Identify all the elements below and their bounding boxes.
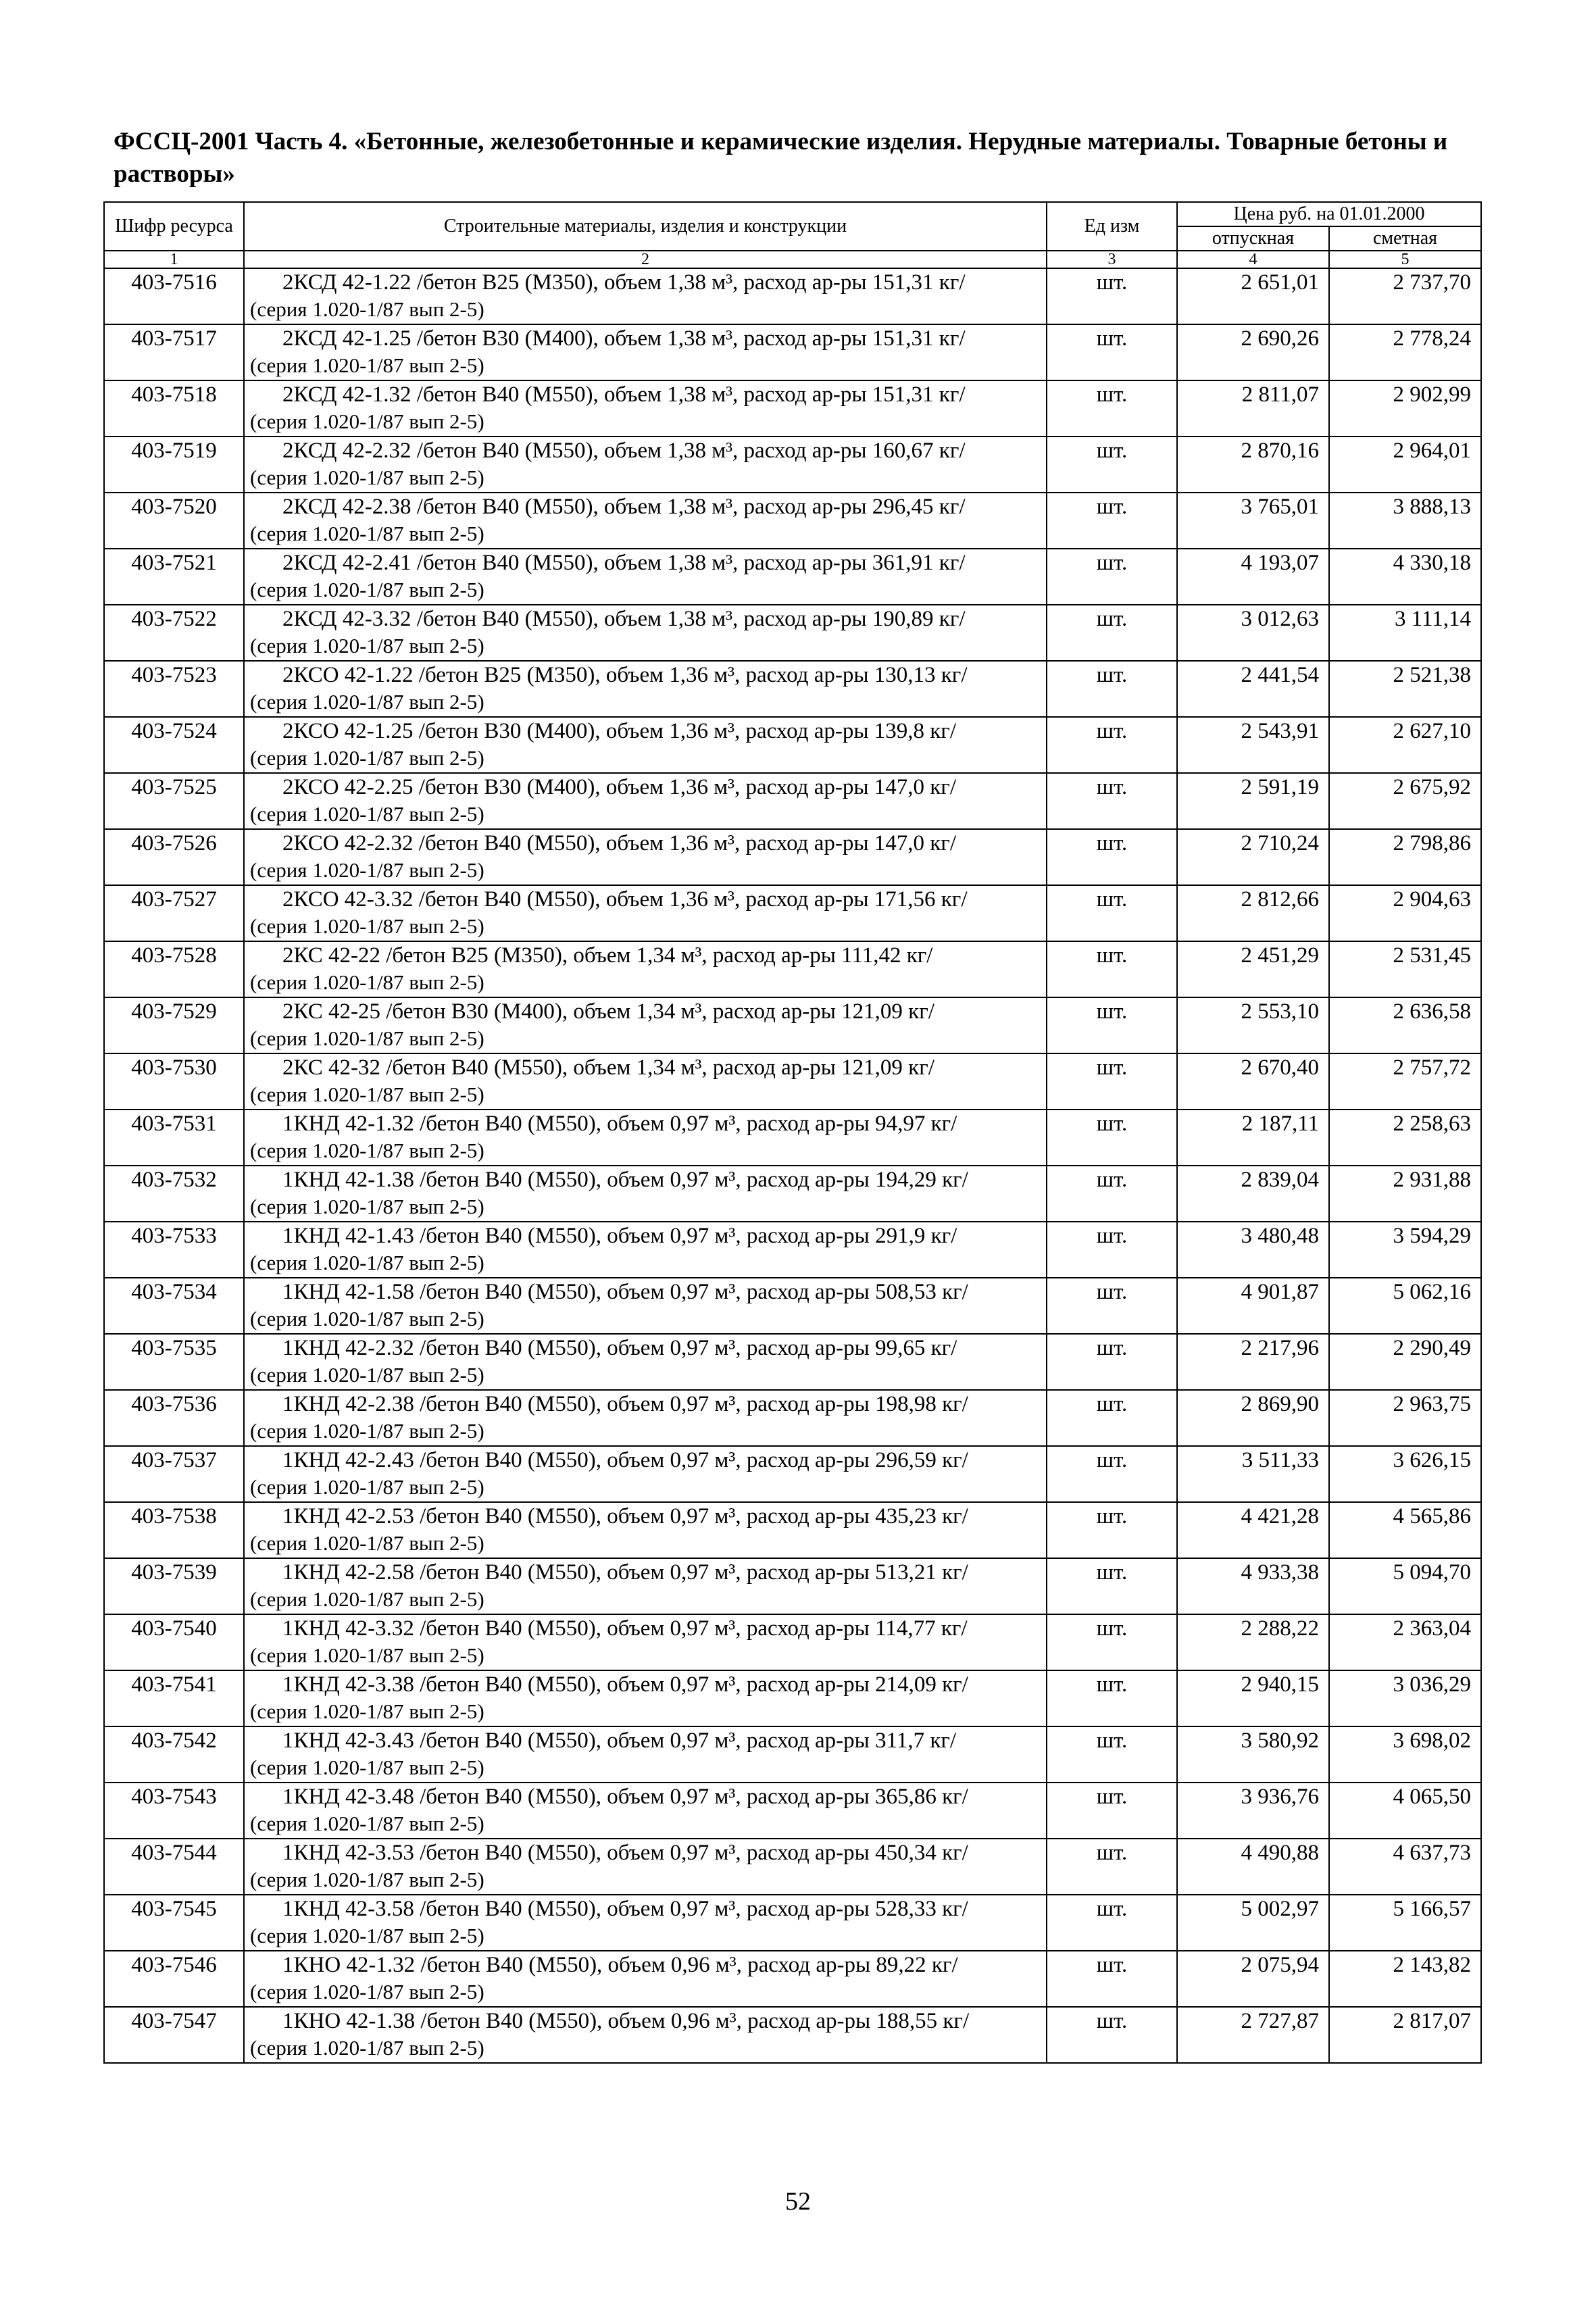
unit-of-measure: шт. — [1047, 1726, 1177, 1783]
description-line-1: 1КНД 42-2.43 /бетон В40 (М550), объем 0,97 м³, расход ар-ры 296,59 кг/ — [282, 1448, 968, 1472]
release-price: 2 710,24 — [1177, 829, 1329, 885]
unit-of-measure: шт. — [1047, 829, 1177, 885]
description-line-1: 1КНД 42-3.32 /бетон В40 (М550), объем 0,97 м³, расход ар-ры 114,77 кг/ — [282, 1616, 968, 1641]
release-price: 2 869,90 — [1177, 1390, 1329, 1446]
resource-description — [244, 549, 1047, 605]
release-price: 2 553,10 — [1177, 997, 1329, 1053]
table-row — [104, 1670, 1481, 1726]
table-row — [104, 1390, 1481, 1446]
col-number-4: 4 — [1177, 251, 1329, 268]
release-price: 2 651,01 — [1177, 268, 1329, 324]
estimate-price: 2 963,75 — [1329, 1390, 1481, 1446]
resource-code: 403-7527 — [104, 885, 244, 941]
description-line-2: (серия 1.020-1/87 вып 2-5) — [250, 1699, 484, 1723]
release-price: 3 012,63 — [1177, 605, 1329, 661]
resource-code: 403-7519 — [104, 437, 244, 493]
estimate-price: 3 111,14 — [1329, 605, 1481, 661]
resource-description — [244, 717, 1047, 773]
table-row — [104, 1783, 1481, 1839]
estimate-price: 3 888,13 — [1329, 493, 1481, 549]
resource-code: 403-7542 — [104, 1726, 244, 1783]
description-line-1: 1КНД 42-3.53 /бетон В40 (М550), объем 0,97 м³, расход ар-ры 450,34 кг/ — [282, 1841, 968, 1865]
description-line-1: 1КНО 42-1.32 /бетон В40 (М550), объем 0,96 м³, расход ар-ры 89,22 кг/ — [282, 1953, 958, 1977]
description-line-2: (серия 1.020-1/87 вып 2-5) — [250, 746, 484, 770]
unit-of-measure: шт. — [1047, 493, 1177, 549]
estimate-price: 2 290,49 — [1329, 1334, 1481, 1390]
description-line-2: (серия 1.020-1/87 вып 2-5) — [250, 1812, 484, 1835]
description-line-1: 2КСД 42-3.32 /бетон В40 (М550), объем 1,38 м³, расход ар-ры 190,89 кг/ — [282, 607, 966, 631]
description-line-2: (серия 1.020-1/87 вып 2-5) — [250, 1082, 484, 1106]
release-price: 2 812,66 — [1177, 885, 1329, 941]
release-price: 3 936,76 — [1177, 1783, 1329, 1839]
description-line-1: 1КНД 42-2.58 /бетон В40 (М550), объем 0,97 м³, расход ар-ры 513,21 кг/ — [282, 1560, 968, 1585]
description-line-2: (серия 1.020-1/87 вып 2-5) — [250, 1307, 484, 1330]
table-row — [104, 549, 1481, 605]
release-price: 2 451,29 — [1177, 941, 1329, 997]
resource-description — [244, 380, 1047, 437]
release-price: 2 075,94 — [1177, 1951, 1329, 2007]
col-number-3: 3 — [1047, 251, 1177, 268]
description-line-2: (серия 1.020-1/87 вып 2-5) — [250, 522, 484, 545]
estimate-price: 4 637,73 — [1329, 1839, 1481, 1895]
release-price: 2 217,96 — [1177, 1334, 1329, 1390]
estimate-price: 4 065,50 — [1329, 1783, 1481, 1839]
table-row — [104, 1278, 1481, 1334]
resource-description — [244, 885, 1047, 941]
description-line-2: (серия 1.020-1/87 вып 2-5) — [250, 1924, 484, 1947]
estimate-price: 4 565,86 — [1329, 1502, 1481, 1558]
description-line-1: 1КНД 42-3.43 /бетон В40 (М550), объем 0,97 м³, расход ар-ры 311,7 кг/ — [282, 1728, 957, 1753]
release-price: 2 591,19 — [1177, 773, 1329, 829]
unit-of-measure: шт. — [1047, 1446, 1177, 1502]
description-line-2: (серия 1.020-1/87 вып 2-5) — [250, 634, 484, 657]
estimate-price: 3 594,29 — [1329, 1222, 1481, 1278]
description-line-1: 2КСД 42-2.32 /бетон В40 (М550), объем 1,38 м³, расход ар-ры 160,67 кг/ — [282, 439, 966, 463]
resource-code: 403-7517 — [104, 324, 244, 380]
description-line-2: (серия 1.020-1/87 вып 2-5) — [250, 858, 484, 882]
description-line-2: (серия 1.020-1/87 вып 2-5) — [250, 1587, 484, 1611]
release-price: 3 765,01 — [1177, 493, 1329, 549]
estimate-price: 5 094,70 — [1329, 1558, 1481, 1614]
resource-code: 403-7540 — [104, 1614, 244, 1670]
unit-of-measure: шт. — [1047, 1110, 1177, 1166]
estimate-price: 2 964,01 — [1329, 437, 1481, 493]
unit-of-measure: шт. — [1047, 1222, 1177, 1278]
description-line-1: 2КСО 42-2.25 /бетон В30 (М400), объем 1,36 м³, расход ар-ры 147,0 кг/ — [282, 775, 956, 799]
resource-code: 403-7522 — [104, 605, 244, 661]
resource-code: 403-7534 — [104, 1278, 244, 1334]
resource-code: 403-7533 — [104, 1222, 244, 1278]
description-line-1: 1КНД 42-1.32 /бетон В40 (М550), объем 0,97 м³, расход ар-ры 94,97 кг/ — [282, 1112, 957, 1136]
table-row — [104, 1558, 1481, 1614]
resource-description — [244, 829, 1047, 885]
table-row — [104, 1951, 1481, 2007]
estimate-price: 5 166,57 — [1329, 1895, 1481, 1951]
col-header-description: Строительные материалы, изделия и конструкции — [244, 202, 1047, 251]
description-line-1: 1КНД 42-2.32 /бетон В40 (М550), объем 0,97 м³, расход ар-ры 99,65 кг/ — [282, 1336, 957, 1360]
description-line-2: (серия 1.020-1/87 вып 2-5) — [250, 1868, 484, 1891]
description-line-2: (серия 1.020-1/87 вып 2-5) — [250, 1643, 484, 1667]
estimate-price: 3 626,15 — [1329, 1446, 1481, 1502]
release-price: 4 421,28 — [1177, 1502, 1329, 1558]
resource-code: 403-7541 — [104, 1670, 244, 1726]
unit-of-measure: шт. — [1047, 997, 1177, 1053]
release-price: 2 441,54 — [1177, 661, 1329, 717]
estimate-price: 3 036,29 — [1329, 1670, 1481, 1726]
col-number-5: 5 — [1329, 251, 1481, 268]
table-row — [104, 885, 1481, 941]
unit-of-measure: шт. — [1047, 1166, 1177, 1222]
col-header-estimate-price: сметная — [1329, 226, 1481, 251]
resource-code: 403-7530 — [104, 1053, 244, 1110]
unit-of-measure: шт. — [1047, 605, 1177, 661]
release-price: 4 193,07 — [1177, 549, 1329, 605]
description-line-1: 1КНД 42-3.48 /бетон В40 (М550), объем 0,97 м³, расход ар-ры 365,86 кг/ — [282, 1785, 968, 1809]
col-header-release-price: отпускная — [1177, 226, 1329, 251]
release-price: 2 543,91 — [1177, 717, 1329, 773]
estimate-price: 2 757,72 — [1329, 1053, 1481, 1110]
resource-code: 403-7531 — [104, 1110, 244, 1166]
description-line-1: 2КСД 42-1.32 /бетон В40 (М550), объем 1,38 м³, расход ар-ры 151,31 кг/ — [282, 382, 966, 407]
description-line-2: (серия 1.020-1/87 вып 2-5) — [250, 409, 484, 433]
col-number-2: 2 — [244, 251, 1047, 268]
estimate-price: 2 521,38 — [1329, 661, 1481, 717]
resource-description — [244, 1614, 1047, 1670]
resource-code: 403-7536 — [104, 1390, 244, 1446]
unit-of-measure: шт. — [1047, 1783, 1177, 1839]
description-line-2: (серия 1.020-1/87 вып 2-5) — [250, 1475, 484, 1499]
table-row — [104, 1446, 1481, 1502]
table-row — [104, 324, 1481, 380]
description-line-2: (серия 1.020-1/87 вып 2-5) — [250, 1251, 484, 1274]
estimate-price: 5 062,16 — [1329, 1278, 1481, 1334]
table-row — [104, 493, 1481, 549]
table-row — [104, 380, 1481, 437]
description-line-1: 1КНД 42-2.38 /бетон В40 (М550), объем 0,97 м³, расход ар-ры 198,98 кг/ — [282, 1392, 968, 1416]
description-line-2: (серия 1.020-1/87 вып 2-5) — [250, 578, 484, 601]
resource-description — [244, 1222, 1047, 1278]
table-row — [104, 437, 1481, 493]
description-line-1: 2КСО 42-1.22 /бетон В25 (М350), объем 1,36 м³, расход ар-ры 130,13 кг/ — [282, 663, 968, 687]
release-price: 2 839,04 — [1177, 1166, 1329, 1222]
resource-code: 403-7528 — [104, 941, 244, 997]
description-line-2: (серия 1.020-1/87 вып 2-5) — [250, 1363, 484, 1387]
description-line-2: (серия 1.020-1/87 вып 2-5) — [250, 690, 484, 714]
estimate-price: 2 737,70 — [1329, 268, 1481, 324]
resource-description — [244, 941, 1047, 997]
page-number: 52 — [785, 2187, 811, 2216]
resource-description — [244, 997, 1047, 1053]
resource-description — [244, 268, 1047, 324]
table-row — [104, 605, 1481, 661]
unit-of-measure: шт. — [1047, 773, 1177, 829]
table-row — [104, 829, 1481, 885]
resource-description — [244, 1110, 1047, 1166]
description-line-1: 1КНД 42-1.43 /бетон В40 (М550), объем 0,97 м³, расход ар-ры 291,9 кг/ — [282, 1224, 957, 1248]
resource-code: 403-7518 — [104, 380, 244, 437]
unit-of-measure: шт. — [1047, 1502, 1177, 1558]
release-price: 2 811,07 — [1177, 380, 1329, 437]
resource-code: 403-7547 — [104, 2007, 244, 2063]
estimate-price: 2 675,92 — [1329, 773, 1481, 829]
table-row — [104, 1614, 1481, 1670]
estimate-price: 2 798,86 — [1329, 829, 1481, 885]
estimate-price: 4 330,18 — [1329, 549, 1481, 605]
resource-description — [244, 324, 1047, 380]
table-row — [104, 661, 1481, 717]
resource-price-table — [103, 201, 1482, 2064]
description-line-1: 2КСО 42-2.32 /бетон В40 (М550), объем 1,36 м³, расход ар-ры 147,0 кг/ — [282, 831, 956, 855]
release-price: 2 670,40 — [1177, 1053, 1329, 1110]
description-line-1: 1КНО 42-1.38 /бетон В40 (М550), объем 0,96 м³, расход ар-ры 188,55 кг/ — [282, 2009, 970, 2033]
resource-code: 403-7546 — [104, 1951, 244, 2007]
unit-of-measure: шт. — [1047, 661, 1177, 717]
table-body — [104, 268, 1481, 2063]
resource-description — [244, 493, 1047, 549]
estimate-price: 2 931,88 — [1329, 1166, 1481, 1222]
unit-of-measure: шт. — [1047, 941, 1177, 997]
resource-description — [244, 1278, 1047, 1334]
description-line-2: (серия 1.020-1/87 вып 2-5) — [250, 2036, 484, 2060]
estimate-price: 2 627,10 — [1329, 717, 1481, 773]
resource-description — [244, 605, 1047, 661]
table-row — [104, 1726, 1481, 1783]
description-line-2: (серия 1.020-1/87 вып 2-5) — [250, 353, 484, 377]
resource-code: 403-7525 — [104, 773, 244, 829]
estimate-price: 2 363,04 — [1329, 1614, 1481, 1670]
document-title: ФССЦ-2001 Часть 4. «Бетонные, железобетонные и керамические изделия. Нерудные материалы. Товарные бетоны и растворы» — [114, 128, 1448, 188]
resource-description — [244, 1783, 1047, 1839]
resource-description — [244, 1502, 1047, 1558]
description-line-2: (серия 1.020-1/87 вып 2-5) — [250, 297, 484, 321]
col-header-unit: Ед изм — [1047, 202, 1177, 251]
table-row — [104, 1502, 1481, 1558]
resource-code: 403-7544 — [104, 1839, 244, 1895]
resource-description — [244, 1895, 1047, 1951]
release-price: 2 870,16 — [1177, 437, 1329, 493]
table-row — [104, 1222, 1481, 1278]
unit-of-measure: шт. — [1047, 1278, 1177, 1334]
description-line-2: (серия 1.020-1/87 вып 2-5) — [250, 1419, 484, 1443]
table-row — [104, 997, 1481, 1053]
table-row — [104, 1110, 1481, 1166]
resource-description — [244, 437, 1047, 493]
resource-code: 403-7529 — [104, 997, 244, 1053]
resource-description — [244, 1166, 1047, 1222]
description-line-2: (серия 1.020-1/87 вып 2-5) — [250, 1531, 484, 1555]
col-header-code: Шифр ресурса — [104, 202, 244, 251]
table-row — [104, 1839, 1481, 1895]
description-line-2: (серия 1.020-1/87 вып 2-5) — [250, 1139, 484, 1162]
resource-code: 403-7516 — [104, 268, 244, 324]
description-line-1: 1КНД 42-1.38 /бетон В40 (М550), объем 0,97 м³, расход ар-ры 194,29 кг/ — [282, 1168, 968, 1192]
description-line-2: (серия 1.020-1/87 вып 2-5) — [250, 914, 484, 938]
unit-of-measure: шт. — [1047, 717, 1177, 773]
unit-of-measure: шт. — [1047, 1334, 1177, 1390]
resource-description — [244, 1446, 1047, 1502]
description-line-2: (серия 1.020-1/87 вып 2-5) — [250, 1195, 484, 1218]
release-price: 3 480,48 — [1177, 1222, 1329, 1278]
release-price: 4 901,87 — [1177, 1278, 1329, 1334]
description-line-1: 1КНД 42-3.58 /бетон В40 (М550), объем 0,97 м³, расход ар-ры 528,33 кг/ — [282, 1897, 968, 1921]
resource-code: 403-7543 — [104, 1783, 244, 1839]
description-line-1: 2КС 42-32 /бетон В40 (М550), объем 1,34 м³, расход ар-ры 121,09 кг/ — [282, 1055, 934, 1080]
unit-of-measure: шт. — [1047, 1670, 1177, 1726]
estimate-price: 2 636,58 — [1329, 997, 1481, 1053]
unit-of-measure: шт. — [1047, 2007, 1177, 2063]
resource-code: 403-7539 — [104, 1558, 244, 1614]
table-row — [104, 268, 1481, 324]
resource-description — [244, 661, 1047, 717]
release-price: 3 511,33 — [1177, 1446, 1329, 1502]
unit-of-measure: шт. — [1047, 1558, 1177, 1614]
unit-of-measure: шт. — [1047, 549, 1177, 605]
col-header-price-group: Цена руб. на 01.01.2000 — [1177, 202, 1481, 226]
description-line-2: (серия 1.020-1/87 вып 2-5) — [250, 802, 484, 826]
table-row — [104, 1166, 1481, 1222]
resource-description — [244, 1670, 1047, 1726]
resource-code: 403-7538 — [104, 1502, 244, 1558]
estimate-price: 2 258,63 — [1329, 1110, 1481, 1166]
description-line-1: 1КНД 42-1.58 /бетон В40 (М550), объем 0,97 м³, расход ар-ры 508,53 кг/ — [282, 1280, 968, 1304]
resource-code: 403-7535 — [104, 1334, 244, 1390]
resource-code: 403-7521 — [104, 549, 244, 605]
table-row — [104, 717, 1481, 773]
unit-of-measure: шт. — [1047, 437, 1177, 493]
table-row — [104, 1334, 1481, 1390]
unit-of-measure: шт. — [1047, 885, 1177, 941]
estimate-price: 2 817,07 — [1329, 2007, 1481, 2063]
resource-code: 403-7523 — [104, 661, 244, 717]
estimate-price: 2 902,99 — [1329, 380, 1481, 437]
release-price: 2 288,22 — [1177, 1614, 1329, 1670]
resource-description — [244, 1726, 1047, 1783]
estimate-price: 2 904,63 — [1329, 885, 1481, 941]
unit-of-measure: шт. — [1047, 324, 1177, 380]
unit-of-measure: шт. — [1047, 1053, 1177, 1110]
release-price: 2 940,15 — [1177, 1670, 1329, 1726]
release-price: 4 490,88 — [1177, 1839, 1329, 1895]
release-price: 4 933,38 — [1177, 1558, 1329, 1614]
estimate-price: 2 531,45 — [1329, 941, 1481, 997]
description-line-2: (серия 1.020-1/87 вып 2-5) — [250, 1756, 484, 1779]
resource-code: 403-7526 — [104, 829, 244, 885]
table-row — [104, 2007, 1481, 2063]
release-price: 5 002,97 — [1177, 1895, 1329, 1951]
resource-code: 403-7537 — [104, 1446, 244, 1502]
release-price: 2 727,87 — [1177, 2007, 1329, 2063]
table-row — [104, 1053, 1481, 1110]
description-line-2: (серия 1.020-1/87 вып 2-5) — [250, 466, 484, 489]
unit-of-measure: шт. — [1047, 1951, 1177, 2007]
resource-code: 403-7524 — [104, 717, 244, 773]
unit-of-measure: шт. — [1047, 268, 1177, 324]
resource-description — [244, 773, 1047, 829]
description-line-1: 2КС 42-22 /бетон В25 (М350), объем 1,34 м³, расход ар-ры 111,42 кг/ — [282, 943, 933, 968]
col-number-1: 1 — [104, 251, 244, 268]
table-row — [104, 941, 1481, 997]
description-line-2: (серия 1.020-1/87 вып 2-5) — [250, 1980, 484, 2003]
unit-of-measure: шт. — [1047, 1390, 1177, 1446]
table-row — [104, 773, 1481, 829]
resource-description — [244, 2007, 1047, 2063]
description-line-1: 1КНД 42-3.38 /бетон В40 (М550), объем 0,97 м³, расход ар-ры 214,09 кг/ — [282, 1672, 968, 1697]
estimate-price: 2 143,82 — [1329, 1951, 1481, 2007]
unit-of-measure: шт. — [1047, 1614, 1177, 1670]
description-line-1: 2КСД 42-2.41 /бетон В40 (М550), объем 1,38 м³, расход ар-ры 361,91 кг/ — [282, 551, 966, 575]
description-line-1: 1КНД 42-2.53 /бетон В40 (М550), объем 0,97 м³, расход ар-ры 435,23 кг/ — [282, 1504, 968, 1528]
unit-of-measure: шт. — [1047, 380, 1177, 437]
resource-description — [244, 1839, 1047, 1895]
description-line-1: 2КСО 42-3.32 /бетон В40 (М550), объем 1,36 м³, расход ар-ры 171,56 кг/ — [282, 887, 968, 912]
description-line-2: (серия 1.020-1/87 вып 2-5) — [250, 970, 484, 994]
description-line-1: 2КСД 42-1.25 /бетон В30 (М400), объем 1,38 м³, расход ар-ры 151,31 кг/ — [282, 326, 966, 351]
description-line-2: (серия 1.020-1/87 вып 2-5) — [250, 1026, 484, 1050]
resource-description — [244, 1334, 1047, 1390]
resource-code: 403-7520 — [104, 493, 244, 549]
release-price: 2 187,11 — [1177, 1110, 1329, 1166]
resource-description — [244, 1558, 1047, 1614]
resource-description — [244, 1053, 1047, 1110]
release-price: 2 690,26 — [1177, 324, 1329, 380]
description-line-1: 2КС 42-25 /бетон В30 (М400), объем 1,34 м³, расход ар-ры 121,09 кг/ — [282, 999, 934, 1024]
unit-of-measure: шт. — [1047, 1839, 1177, 1895]
resource-code: 403-7532 — [104, 1166, 244, 1222]
table-row — [104, 1895, 1481, 1951]
description-line-1: 2КСД 42-1.22 /бетон В25 (М350), объем 1,38 м³, расход ар-ры 151,31 кг/ — [282, 270, 966, 295]
release-price: 3 580,92 — [1177, 1726, 1329, 1783]
resource-code: 403-7545 — [104, 1895, 244, 1951]
resource-description — [244, 1390, 1047, 1446]
description-line-1: 2КСД 42-2.38 /бетон В40 (М550), объем 1,38 м³, расход ар-ры 296,45 кг/ — [282, 495, 966, 519]
description-line-1: 2КСО 42-1.25 /бетон В30 (М400), объем 1,36 м³, расход ар-ры 139,8 кг/ — [282, 719, 956, 743]
resource-description — [244, 1951, 1047, 2007]
unit-of-measure: шт. — [1047, 1895, 1177, 1951]
estimate-price: 2 778,24 — [1329, 324, 1481, 380]
estimate-price: 3 698,02 — [1329, 1726, 1481, 1783]
